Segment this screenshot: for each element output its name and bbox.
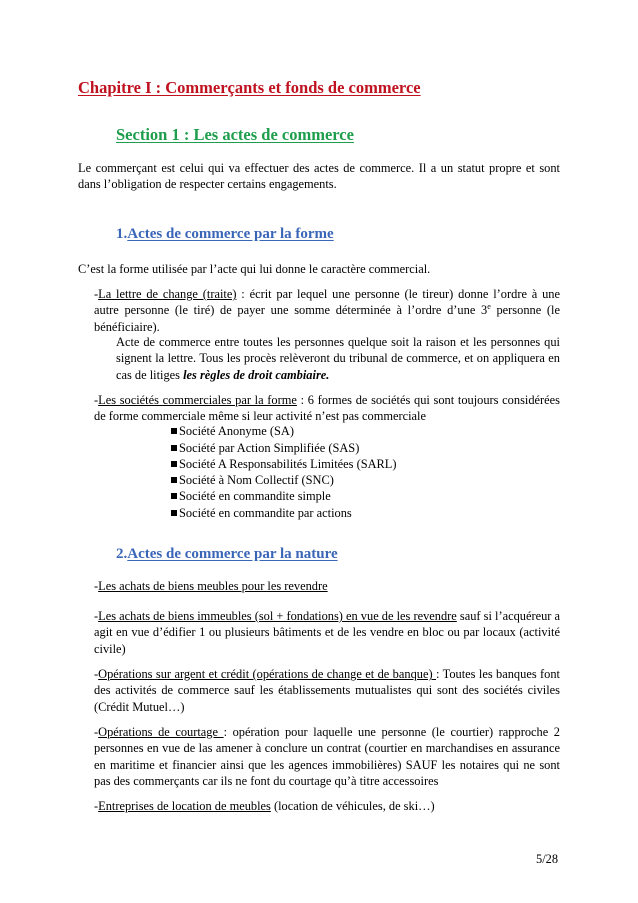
list-item-societes-commerciales [94, 392, 560, 425]
term-lettre-de-change: La lettre de change (traite) [98, 287, 237, 301]
page-number: 5/28 [536, 852, 559, 866]
list-item-achats-meubles [94, 578, 560, 594]
square-bullet-icon [171, 493, 177, 499]
intro-paragraph: Le commerçant est celui qui va effectuer des actes de commerce. Il a un statut propre et sont dans l’obligation de respecter certains engagements. [78, 161, 560, 192]
dash: - [94, 667, 99, 681]
lettre-de-change-note [116, 334, 560, 383]
bullet-text: Société en commandite par actions [179, 506, 352, 520]
dash: - [94, 393, 99, 407]
bullet-text: Société Anonyme (SA) [179, 424, 294, 438]
bullet-item [171, 472, 334, 488]
section-title: Section 1 : Les actes de commerce [116, 125, 354, 144]
bullet-text: Société A Responsabilités Limitées (SARL) [179, 457, 397, 471]
term-societes-commerciales: Les sociétés commerciales par la forme [98, 393, 297, 407]
item-text: : écrit par lequel une personne (le tireur) donne l’ordre à une autre personne (le tiré) de payer une somme déterminée à l’ordre d’une 3 [94, 287, 560, 318]
dash: - [94, 609, 99, 623]
list-item-lettre-de-change [94, 286, 560, 335]
square-bullet-icon [171, 461, 177, 467]
term-achats-immeubles: Les achats de biens immeubles (sol + fondations) en vue de les revendre [98, 609, 457, 623]
term-location-meubles: Entreprises de location de meubles [98, 799, 271, 813]
heading-number: 1. [116, 226, 128, 242]
chapter-title: Chapitre I : Commerçants et fonds de commerce [78, 78, 421, 97]
square-bullet-icon [171, 477, 177, 483]
bullet-text: Société par Action Simplifiée (SAS) [179, 441, 360, 455]
bullet-item [171, 505, 352, 521]
item-text: : opération pour laquelle une personne (le courtier) rapproche 2 personnes en vue de las amener à conclure un contrat (courtier en marchandises en assurance en maritime et financier ainsi que les agences immobilières) SAUF les notaires qui ne sont pas des commerçants car ils ne font du courtage qu’à titre accessoires [94, 725, 560, 788]
bullet-text: Société en commandite simple [179, 489, 331, 503]
item-text: sauf si l’acquéreur a agit en vue d’édifier 1 ou plusieurs bâtiments et de les vendre en bloc ou par locaux (activité civile) [94, 609, 561, 656]
bullet-item [171, 440, 359, 456]
dash: - [94, 725, 99, 739]
bullet-item [171, 456, 397, 472]
term-achats-meubles: Les achats de biens meubles pour les revendre [98, 579, 328, 593]
item-text: : 6 formes de sociétés qui sont toujours considérées de forme commerciale même si leur activité n’est pas commerciale [94, 393, 560, 424]
heading-number: 2. [116, 546, 128, 562]
list-item-courtage [94, 724, 560, 789]
list-item-achats-immeubles [94, 608, 560, 657]
dash: - [94, 287, 99, 301]
heading-actes-par-la-nature [116, 546, 338, 563]
square-bullet-icon [171, 510, 177, 516]
item-text: : Toutes les banques font des activités de commerce sauf les établissements mutualistes qui sont des sociétés civiles (Crédit Mutuel…) [94, 667, 561, 714]
square-bullet-icon [171, 428, 177, 434]
item-text: (location de véhicules, de ski…) [270, 799, 435, 813]
dash: - [94, 579, 99, 593]
heading-label: Actes de commerce par la nature [127, 546, 338, 562]
heading-actes-par-la-forme [116, 226, 334, 243]
list-item-operations-argent [94, 666, 560, 715]
term-courtage: Opérations de courtage [98, 725, 224, 739]
bullet-text: Société à Nom Collectif (SNC) [179, 473, 334, 487]
dash: - [94, 799, 99, 813]
note-text: Acte de commerce entre toutes les personnes quelque soit la raison et les personnes qui signent la lettre. Tous les procès relèveront du tribunal de commerce, et on appliquera en cas de litiges [116, 335, 560, 382]
item-text: personne (le bénéficiaire). [94, 303, 560, 334]
list-item-location-meubles [94, 798, 560, 814]
forme-intro: C’est la forme utilisée par l’acte qui lui donne le caractère commercial. [78, 262, 431, 276]
bullet-item [171, 423, 294, 439]
term-operations-argent: Opérations sur argent et crédit (opérations de change et de banque) [98, 667, 436, 681]
superscript: e [487, 302, 491, 312]
square-bullet-icon [171, 445, 177, 451]
heading-label: Actes de commerce par la forme [127, 226, 334, 242]
bullet-item [171, 488, 331, 504]
note-bold: les règles de droit cambiaire. [183, 367, 330, 382]
